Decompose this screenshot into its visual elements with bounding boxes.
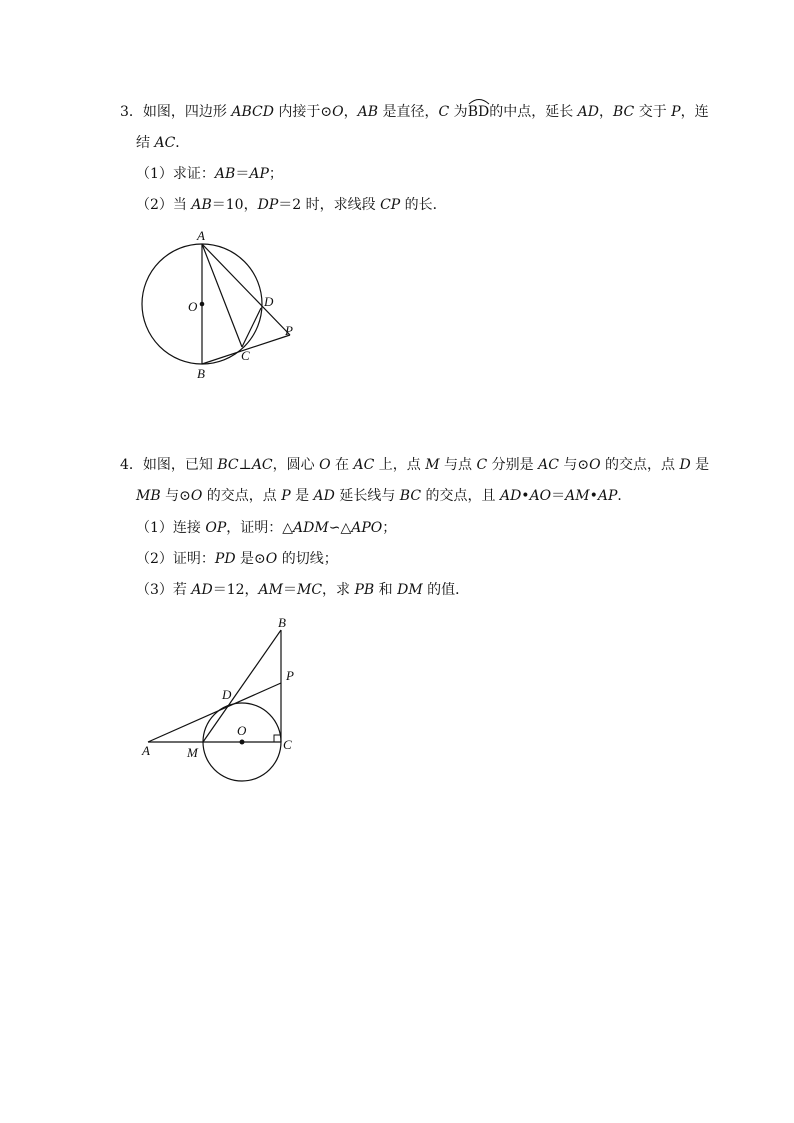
label-o: O — [188, 299, 198, 314]
problem3-line1: 3．如图，四边形 ABCD 内接于⊙O，AB 是直径，C 为 BD的中点，延长 AD，BC 交于 P，连 — [120, 102, 709, 122]
center-point-o — [200, 302, 205, 307]
label-p: P — [285, 323, 293, 338]
label-a: A — [142, 743, 150, 758]
label-b: B — [197, 366, 205, 381]
label-c: C — [283, 737, 292, 752]
center-point-o — [240, 740, 245, 745]
label-p: P — [286, 668, 294, 683]
problem4-number: 4 — [120, 457, 129, 473]
label-a: A — [197, 228, 205, 243]
arc-symbol — [468, 97, 490, 105]
problem3-question1: （1）求证：AB＝AP； — [136, 166, 283, 182]
problem3-figure — [130, 225, 310, 385]
problem4-question2: （2）证明：PD 是⊙O 的切线； — [136, 551, 338, 567]
problem4-line1: 4．如图，已知 BC⊥AC，圆心 O 在 AC 上，点 M 与点 C 分别是 AC 与⊙O 的交点，点 D 是 — [120, 457, 710, 473]
problem3-question2: （2）当 AB＝10，DP＝2 时，求线段 CP 的长． — [136, 197, 447, 213]
segment-ap — [148, 683, 281, 742]
label-b: B — [278, 615, 286, 630]
problem4-figure — [130, 610, 330, 790]
label-c: C — [241, 348, 250, 363]
segment-dc — [242, 308, 261, 347]
label-m: M — [187, 745, 198, 760]
problem3-line2: 结 AC． — [136, 135, 190, 151]
label-d: D — [264, 294, 274, 309]
problem4-question3: （3）若 AD＝12，AM＝MC，求 PB 和 DM 的值． — [136, 582, 470, 598]
problem3-number: 3 — [120, 104, 129, 120]
segment-ac — [202, 244, 242, 347]
arc-bd-notation: BD — [468, 102, 490, 122]
label-d: D — [222, 687, 232, 702]
problem4-question1: （1）连接 OP，证明：△ADM∽△APO； — [136, 520, 397, 536]
problem4-line2: MB 与⊙O 的交点，点 P 是 AD 延长线与 BC 的交点，且 AD•AO＝AM•AP． — [136, 488, 632, 504]
segment-ap — [202, 244, 290, 335]
label-o: O — [237, 723, 247, 738]
